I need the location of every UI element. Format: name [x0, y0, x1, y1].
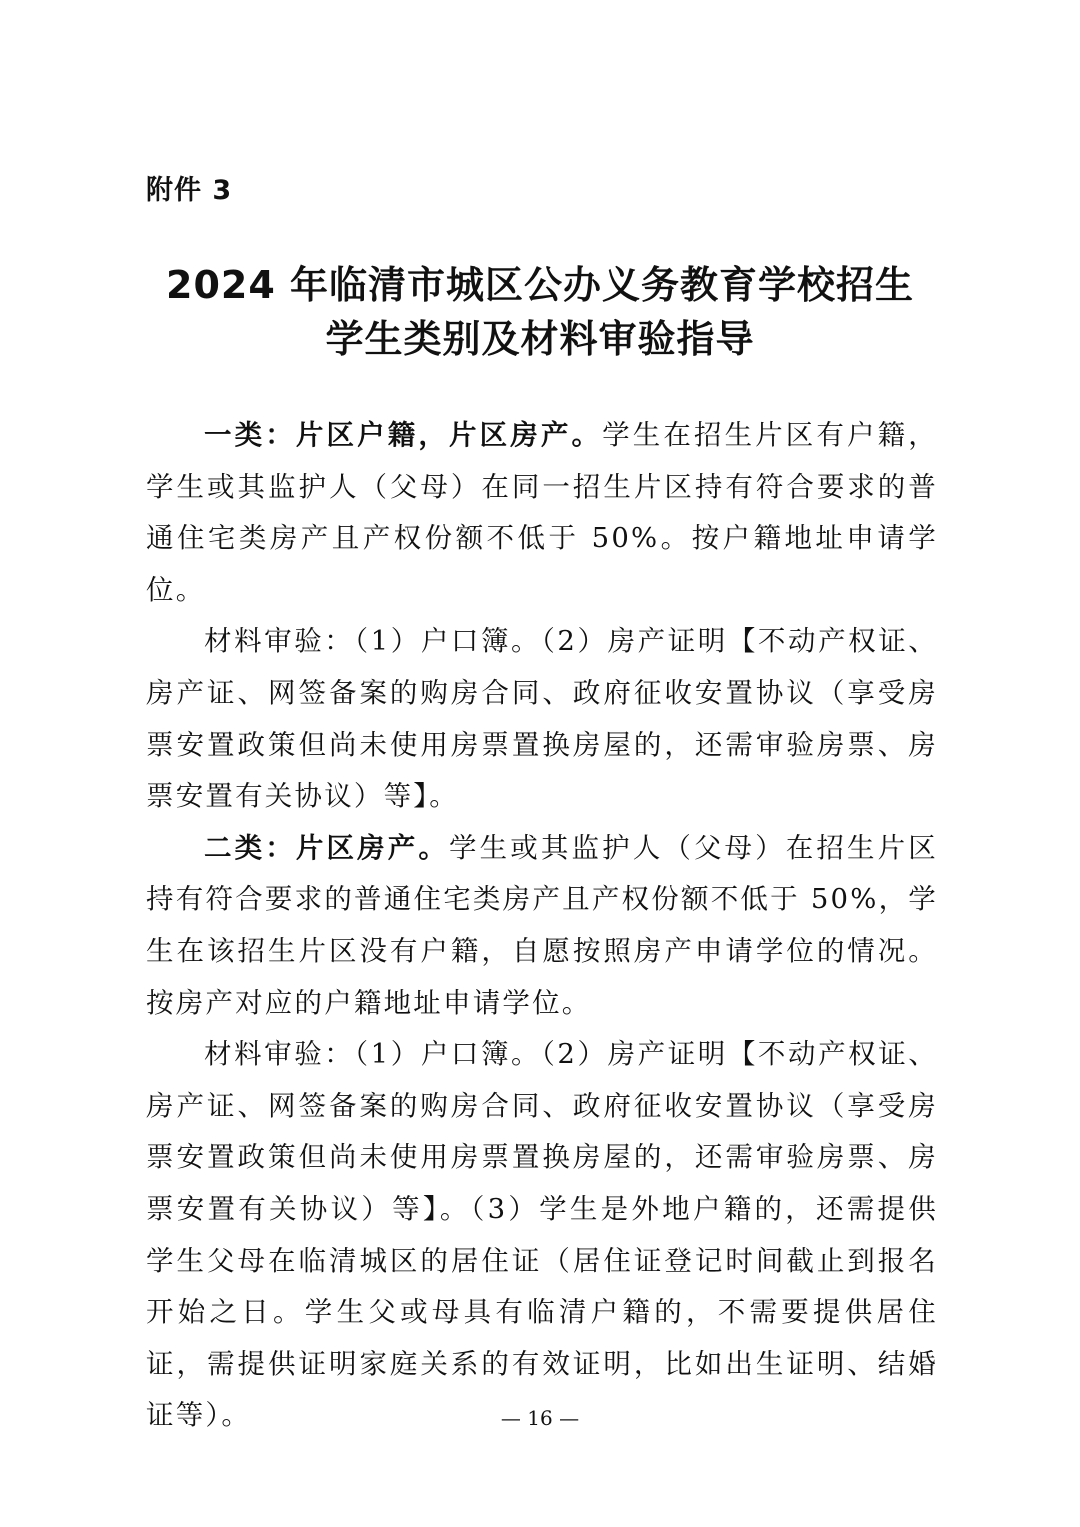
paragraph-category-1 [146, 410, 938, 616]
paragraph-materials-2 [146, 1029, 938, 1442]
title-line-2: 学生类别及材料审验指导 [325, 317, 755, 361]
paragraph-text: 材料审验：（1）户口簿。（2）房产证明【不动产权证、房产证、网签备案的购房合同、政府征收安置协议（享受房票安置政策但尚未使用房票置换房屋的，还需审验房票、房票安置有关协议）等】。 [146, 625, 938, 813]
title-line-1: 2024 年临清市城区公办义务教育学校招生 [166, 263, 914, 307]
paragraph-category-2 [146, 823, 938, 1029]
paragraph-text: 学生或其监护人（父母）在招生片区持有符合要求的普通住宅类房产且产权份额不低于 50%，学生在该招生片区没有户籍，自愿按照房产申请学位的情况。按房产对应的户籍地址申请学位。 [146, 831, 938, 1019]
paragraph-lead: 一类：片区户籍，片区房产。 [204, 419, 603, 451]
page-number: — 16 — [500, 1406, 580, 1430]
attachment-label: 附件 3 [146, 175, 233, 206]
paragraph-lead: 二类：片区房产。 [204, 831, 449, 864]
paragraph-text: 材料审验：（1）户口簿。（2）房产证明【不动产权证、房产证、网签备案的购房合同、政府征收安置协议（享受房票安置政策但尚未使用房票置换房屋的，还需审验房票、房票安置有关协议）等】。（3）学生是外地户籍的，还需提供学生父母在临清城区的居住证（居住证登记时间截止到报名开始之日。学生父或母具有临清户籍的，不需要提供居住证，需提供证明家庭关系的有效证明，比如出生证明、结婚证等）。 [146, 1038, 938, 1432]
paragraph-materials-1 [146, 616, 938, 822]
document-body [146, 410, 938, 1442]
document-title [0, 258, 1080, 366]
paragraph-text: 学生在招生片区有户籍，学生或其监护人（父母）在同一招生片区持有符合要求的普通住宅类房产且产权份额不低于 50%。按户籍地址申请学位。 [146, 419, 938, 606]
